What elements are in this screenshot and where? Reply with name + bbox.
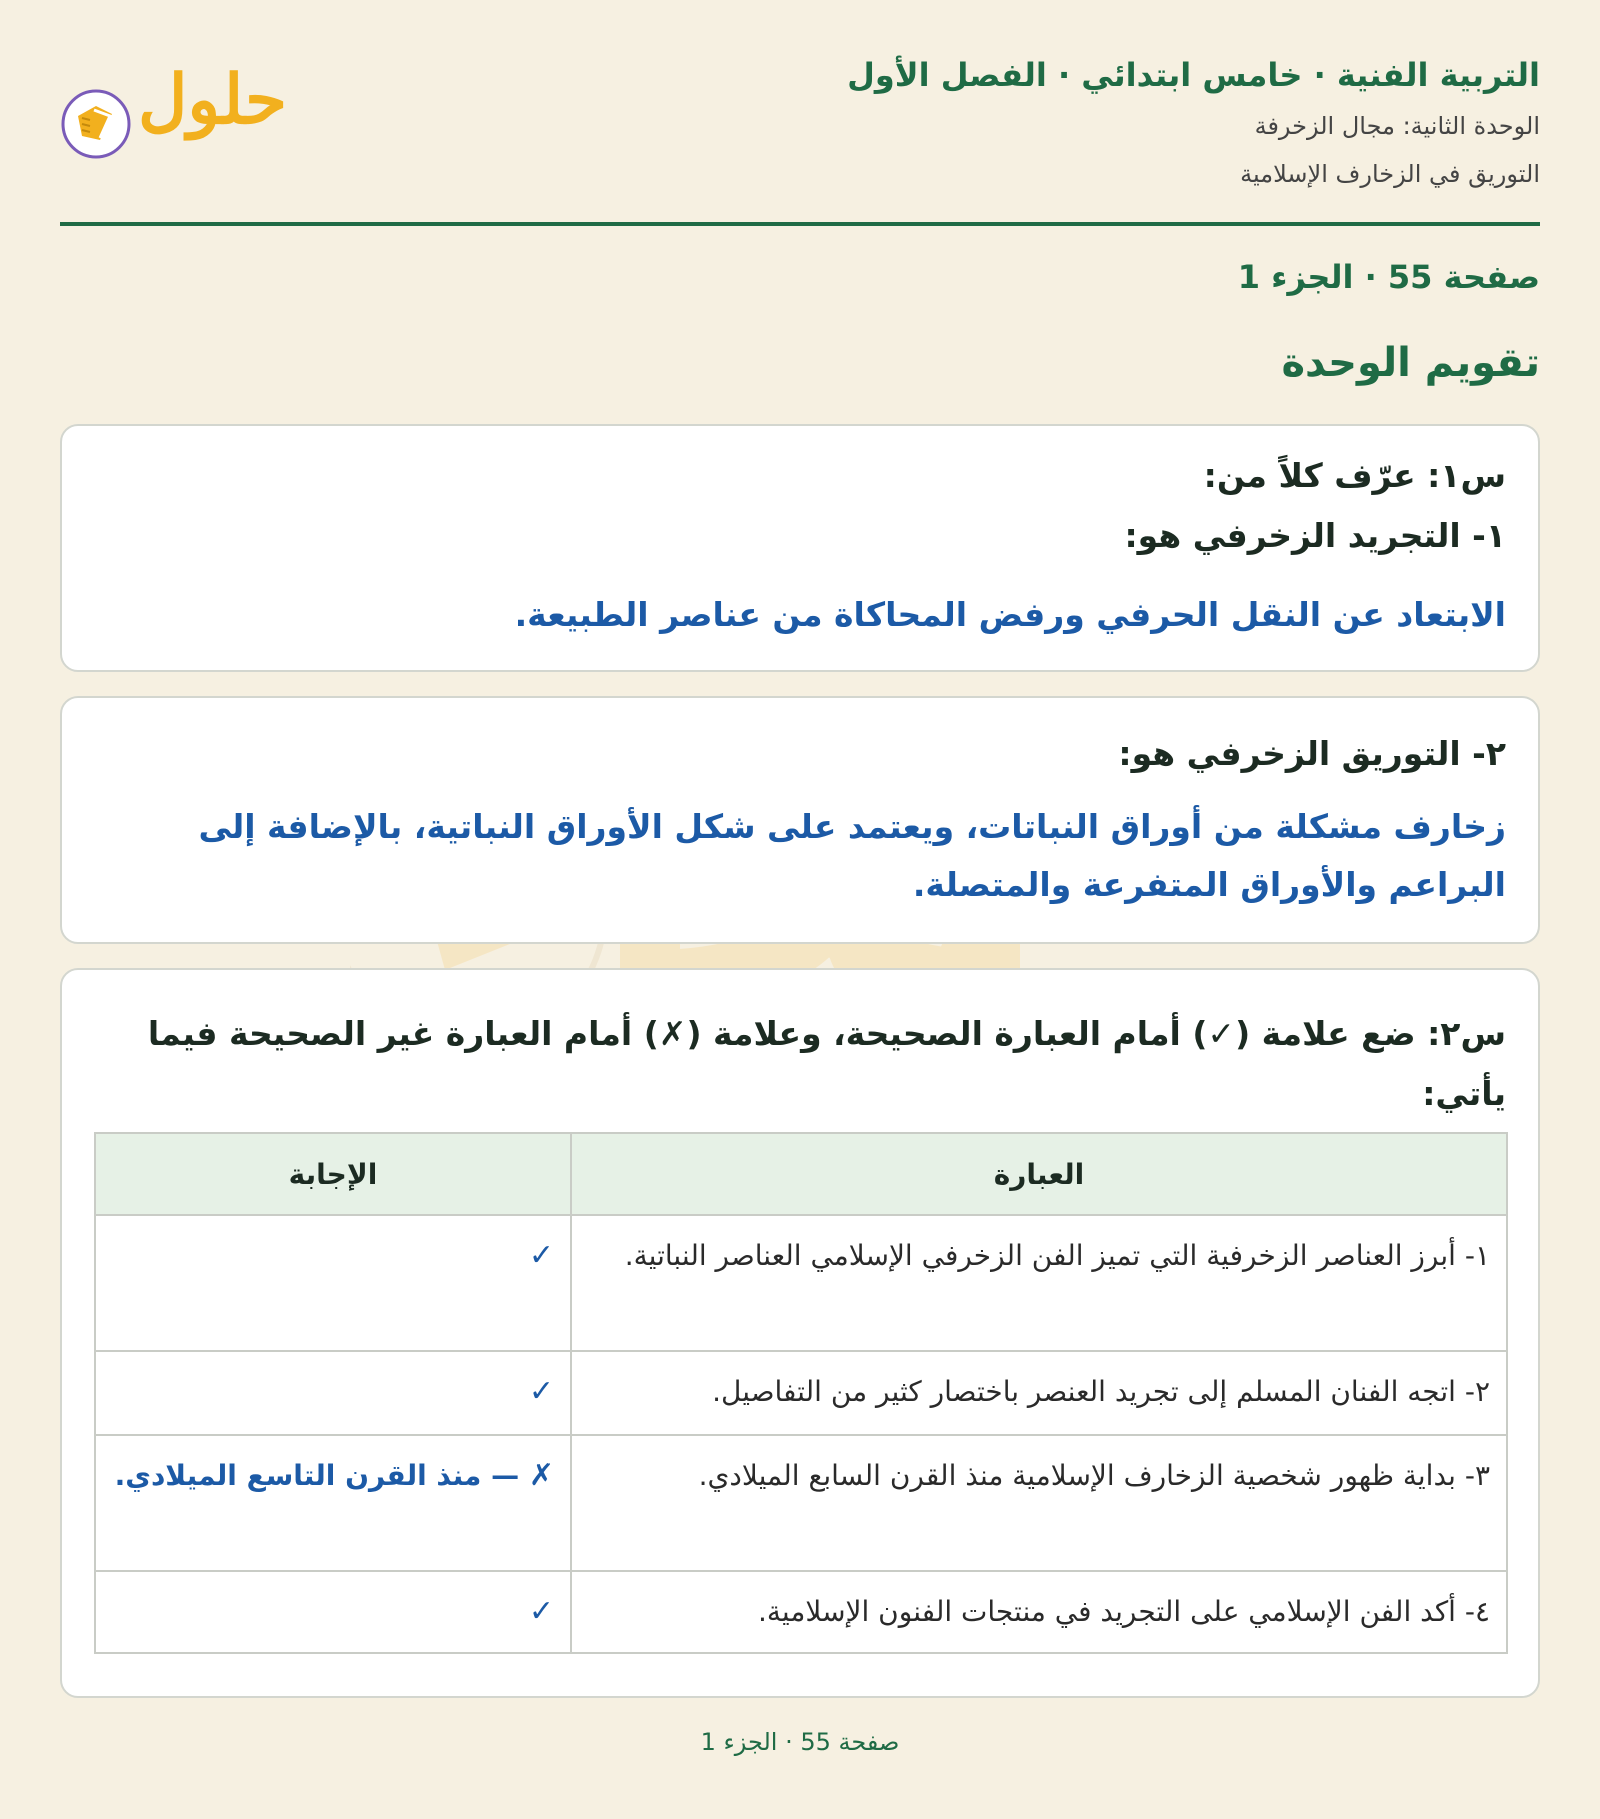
table-row <box>95 1435 1507 1571</box>
correction-text: — منذ القرن التاسع الميلادي. <box>114 1459 529 1492</box>
logo <box>60 60 288 170</box>
question-1-card <box>60 424 1540 672</box>
answer-cell <box>95 1215 571 1351</box>
statement-cell: ٢- اتجه الفنان المسلم إلى تجريد العنصر باختصار كثير من التفاصيل. <box>571 1351 1507 1435</box>
lesson-title: التوريق في الزخارف الإسلامية <box>1240 160 1540 188</box>
answer-cell <box>95 1351 571 1435</box>
section-title: تقويم الوحدة <box>1281 340 1540 386</box>
question-1-heading: س١: عرّف كلاً من: <box>1203 456 1506 495</box>
page-header <box>60 50 1540 226</box>
answer-cell <box>95 1435 571 1571</box>
check-mark-icon: ✓ <box>528 1594 554 1629</box>
table-row <box>95 1571 1507 1653</box>
page <box>60 0 1540 1819</box>
item-2-label: ٢- التوريق الزخرفي هو: <box>1118 734 1506 773</box>
question-2-card <box>60 968 1540 1698</box>
cross-mark-icon: ✗ <box>528 1458 554 1493</box>
statement-cell: ٤- أكد الفن الإسلامي على التجريد في منتجات الفنون الإسلامية. <box>571 1571 1507 1653</box>
unit-title: الوحدة الثانية: مجال الزخرفة <box>1254 112 1540 140</box>
check-mark-icon: ✓ <box>528 1238 554 1273</box>
item-1-label: ١- التجريد الزخرفي هو: <box>1124 516 1506 555</box>
column-header-answer: الإجابة <box>95 1133 571 1215</box>
column-header-statement: العبارة <box>571 1133 1507 1215</box>
answer-cell <box>95 1571 571 1653</box>
subject-title: التربية الفنية · خامس ابتدائي · الفصل الأول <box>847 56 1540 94</box>
table-header-row <box>95 1133 1507 1215</box>
true-false-table <box>94 1132 1508 1654</box>
book-circle-icon <box>60 88 132 160</box>
question-2-heading: س٢: ضع علامة (✓) أمام العبارة الصحيحة، وعلامة (✗) أمام العبارة غير الصحيحة فيما يأتي: <box>147 1014 1506 1113</box>
check-mark-icon: ✓ <box>528 1374 554 1409</box>
table-row <box>95 1215 1507 1351</box>
logo-text: حلول <box>138 60 288 140</box>
page-info: صفحة 55 · الجزء 1 <box>1237 258 1540 296</box>
page-footer: صفحة 55 · الجزء 1 <box>700 1728 900 1756</box>
item-1-answer: الابتعاد عن النقل الحرفي ورفض المحاكاة من عناصر الطبيعة. <box>514 595 1506 634</box>
table-row <box>95 1351 1507 1435</box>
statement-cell: ٣- بداية ظهور شخصية الزخارف الإسلامية منذ القرن السابع الميلادي. <box>571 1435 1507 1571</box>
question-1-item-2-card <box>60 696 1540 944</box>
statement-cell: ١- أبرز العناصر الزخرفية التي تميز الفن الزخرفي الإسلامي العناصر النباتية. <box>571 1215 1507 1351</box>
item-2-answer: زخارف مشكلة من أوراق النباتات، ويعتمد على شكل الأوراق النباتية، بالإضافة إلى البراعم والأوراق المتفرعة والمتصلة. <box>198 807 1506 904</box>
